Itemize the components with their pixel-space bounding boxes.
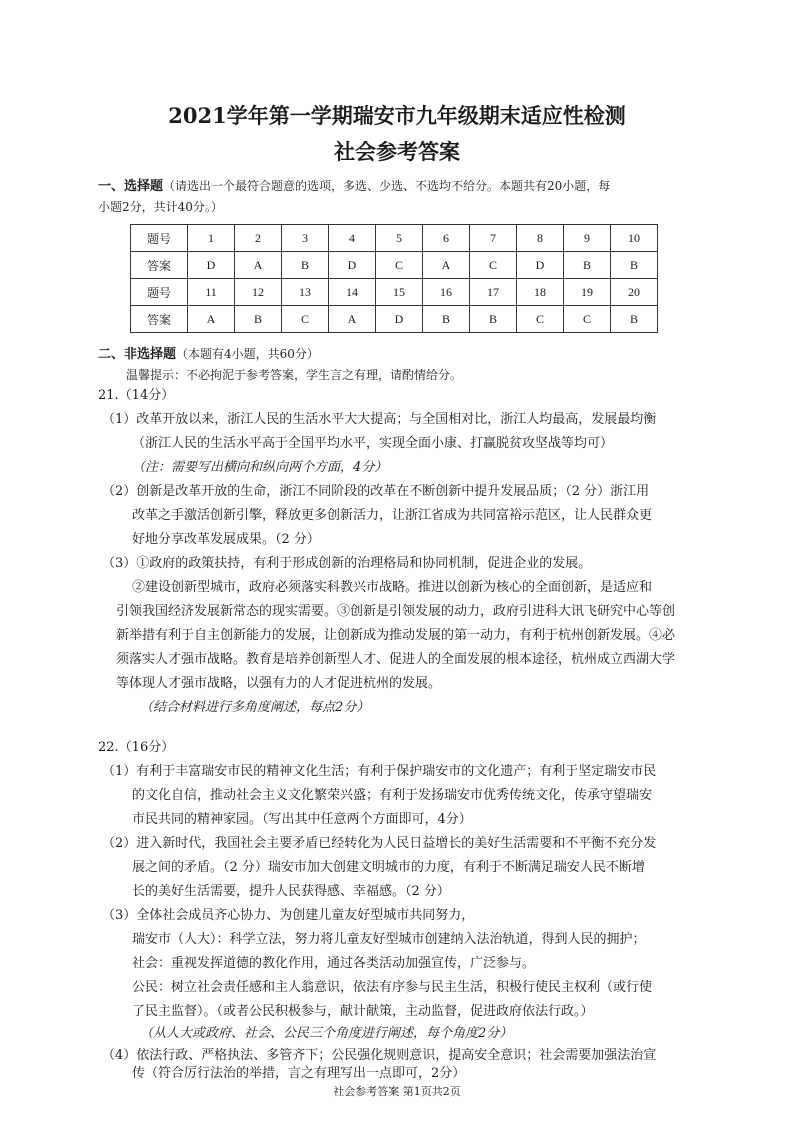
table-label-answer: 答案 bbox=[131, 252, 188, 279]
q21-p2-line2: 改革之手激活创新引擎，释放更多创新活力，让浙江省成为共同富裕示范区，让人民群众更 bbox=[132, 508, 653, 523]
q21-p1-note: （注：需要写出横向和纵向两个方面，4分） bbox=[132, 460, 388, 475]
table-cell: 1 bbox=[188, 225, 235, 252]
table-cell: 20 bbox=[611, 279, 658, 306]
q22-p1-line1: （1）有利于丰富瑞安市民的精神文化生活；有利于保护瑞安市的文化遗产；有利于坚定瑞安市民 bbox=[102, 764, 657, 779]
table-cell: 17 bbox=[470, 279, 517, 306]
q22-p2-line1: （2）进入新时代，我国社会主要矛盾已经转化为人民日益增长的美好生活需要和不平衡不充分发 bbox=[102, 836, 657, 851]
q22-p3-line5: 了民主监督）。（或者公民积极参与，献计献策，主动监督，促进政府依法行政。） bbox=[132, 1004, 594, 1019]
table-cell: C bbox=[282, 306, 329, 333]
table-cell: 14 bbox=[329, 279, 376, 306]
q21-p2-line3: 好地分享改革发展成果。（2 分） bbox=[132, 532, 320, 547]
q22-p2-line2: 展之间的矛盾。（2 分）瑞安市加大创建文明城市的力度，有利于不断满足瑞安人民不断增 bbox=[132, 860, 645, 875]
table-cell: C bbox=[564, 306, 611, 333]
table-cell: 3 bbox=[282, 225, 329, 252]
table-cell: D bbox=[329, 252, 376, 279]
table-cell: B bbox=[564, 252, 611, 279]
table-cell: B bbox=[235, 306, 282, 333]
table-cell: 5 bbox=[376, 225, 423, 252]
section1-heading: 一、选择题 bbox=[98, 179, 164, 194]
q22-p3-line2: 瑞安市（人大）：科学立法，努力将儿童友好型城市创建纳入法治轨道，得到人民的拥护； bbox=[132, 932, 646, 947]
q21-p3-line2: ②建设创新型城市，政府必须落实科教兴市战略。推进以创新为核心的全面创新，是适应和 bbox=[132, 580, 653, 595]
table-row-q1 bbox=[131, 225, 658, 252]
table-cell: D bbox=[376, 306, 423, 333]
table-cell: 15 bbox=[376, 279, 423, 306]
table-cell: D bbox=[517, 252, 564, 279]
q21-p3-line1: （3）①政府的政策扶持，有利于形成创新的治理格局和协同机制，促进企业的发展。 bbox=[102, 556, 592, 571]
q22-p2-line3: 长的美好生活需要，提升人民获得感、幸福感。（2 分） bbox=[132, 884, 450, 899]
table-cell: 7 bbox=[470, 225, 517, 252]
table-cell: C bbox=[470, 252, 517, 279]
q21-p3-line6: 等体现人才强市战略，以强有力的人才促进杭州的发展。 bbox=[116, 676, 442, 691]
answer-table bbox=[130, 224, 658, 333]
q22-p3-line3: 社会：重视发挥道德的教化作用，通过各类活动加强宣传，广泛参与。 bbox=[132, 956, 536, 971]
q22-p4-line2: 传（符合厉行法治的举措，言之有理写出一点即可，2分） bbox=[132, 1066, 466, 1081]
table-cell: 8 bbox=[517, 225, 564, 252]
q21-p3-line3: 引领我国经济发展新常态的现实需要。③创新是引领发展的动力，政府引进科大讯飞研究中心等创 bbox=[116, 604, 676, 619]
table-row-a1 bbox=[131, 252, 658, 279]
table-row-a2 bbox=[131, 306, 658, 333]
q21-p2-line1: （2）创新是改革开放的生命，浙江不同阶段的改革在不断创新中提升发展品质；（2 分）浙江用 bbox=[102, 484, 650, 499]
q21-p3-line4: 新举措有利于自主创新能力的发展，让创新成为推动发展的第一动力，有利于杭州创新发展。④必 bbox=[116, 628, 676, 643]
q22-p4-line1: （4）依法行政、严格执法、多管齐下；公民强化规则意识，提高安全意识；社会需要加强法治宣 bbox=[102, 1048, 657, 1063]
table-cell: 19 bbox=[564, 279, 611, 306]
table-cell: A bbox=[188, 306, 235, 333]
q22-heading: 22.（16分） bbox=[98, 740, 175, 755]
q21-p1-line1: （1）改革开放以来，浙江人民的生活水平大大提高；与全国相对比，浙江人均最高，发展最均衡 bbox=[102, 412, 657, 427]
table-cell: 2 bbox=[235, 225, 282, 252]
table-cell: A bbox=[423, 252, 470, 279]
table-cell: 18 bbox=[517, 279, 564, 306]
page-footer: 社会参考答案 第1页共2页 bbox=[333, 1085, 461, 1098]
q21-p3-line5: 须落实人才强市战略。教育是培养创新型人才、促进人的全面发展的根本途径，杭州成立西湖大学 bbox=[116, 652, 676, 667]
table-cell: A bbox=[329, 306, 376, 333]
table-cell: B bbox=[611, 252, 658, 279]
table-cell: 16 bbox=[423, 279, 470, 306]
q22-p3-note: （从人大或政府、社会、公民三个角度进行阐述，每个角度2分） bbox=[140, 1026, 513, 1041]
q22-p1-line2: 的文化自信，推动社会主义文化繁荣兴盛；有利于发扬瑞安市优秀传统文化，传承守望瑞安 bbox=[132, 788, 653, 803]
table-label-question: 题号 bbox=[131, 225, 188, 252]
table-cell: C bbox=[517, 306, 564, 333]
table-cell: B bbox=[282, 252, 329, 279]
table-label-question: 题号 bbox=[131, 279, 188, 306]
q21-p3-note: （结合材料进行多角度阐述，每点2分） bbox=[140, 700, 370, 715]
table-cell: B bbox=[611, 306, 658, 333]
table-cell: 10 bbox=[611, 225, 658, 252]
table-cell: 11 bbox=[188, 279, 235, 306]
page-subtitle: 社会参考答案 bbox=[334, 139, 460, 164]
table-row-q2 bbox=[131, 279, 658, 306]
q22-p3-line1: （3）全体社会成员齐心协力、为创建儿童友好型城市共同努力， bbox=[102, 908, 475, 923]
table-cell: 4 bbox=[329, 225, 376, 252]
q21-heading: 21.（14分） bbox=[98, 388, 175, 403]
table-cell: 9 bbox=[564, 225, 611, 252]
q21-p1-line2: （浙江人民的生活水平高于全国平均水平，实现全面小康、打赢脱贫攻坚战等均可） bbox=[132, 436, 614, 451]
table-cell: B bbox=[423, 306, 470, 333]
q22-p3-line4: 公民：树立社会责任感和主人翁意识，依法有序参与民主生活，积极行使民主权利（或行使 bbox=[132, 980, 653, 995]
table-cell: A bbox=[235, 252, 282, 279]
table-cell: 13 bbox=[282, 279, 329, 306]
section1-header bbox=[98, 176, 698, 218]
table-cell: B bbox=[470, 306, 517, 333]
section2-header bbox=[98, 344, 698, 386]
page-title: 2021学年第一学期瑞安市九年级期末适应性检测 bbox=[168, 103, 626, 128]
section2-instruction: （本题有4小题，共60分） bbox=[176, 347, 319, 361]
table-cell: D bbox=[188, 252, 235, 279]
table-cell: 6 bbox=[423, 225, 470, 252]
section1-instruction-2: 小题2分，共计40分。） bbox=[98, 200, 223, 214]
section1-instruction-1: （请选出一个最符合题意的选项，多选、少选、不选均不给分。本题共有20小题，每 bbox=[163, 179, 611, 193]
section2-heading: 二、非选择题 bbox=[98, 347, 177, 362]
section2-tip: 温馨提示：不必拘泥于参考答案，学生言之有理，请酌情给分。 bbox=[126, 368, 463, 382]
table-cell: 12 bbox=[235, 279, 282, 306]
table-cell: C bbox=[376, 252, 423, 279]
table-label-answer: 答案 bbox=[131, 306, 188, 333]
q22-p1-line3: 市民共同的精神家园。（写出其中任意两个方面即可，4分） bbox=[132, 812, 472, 827]
